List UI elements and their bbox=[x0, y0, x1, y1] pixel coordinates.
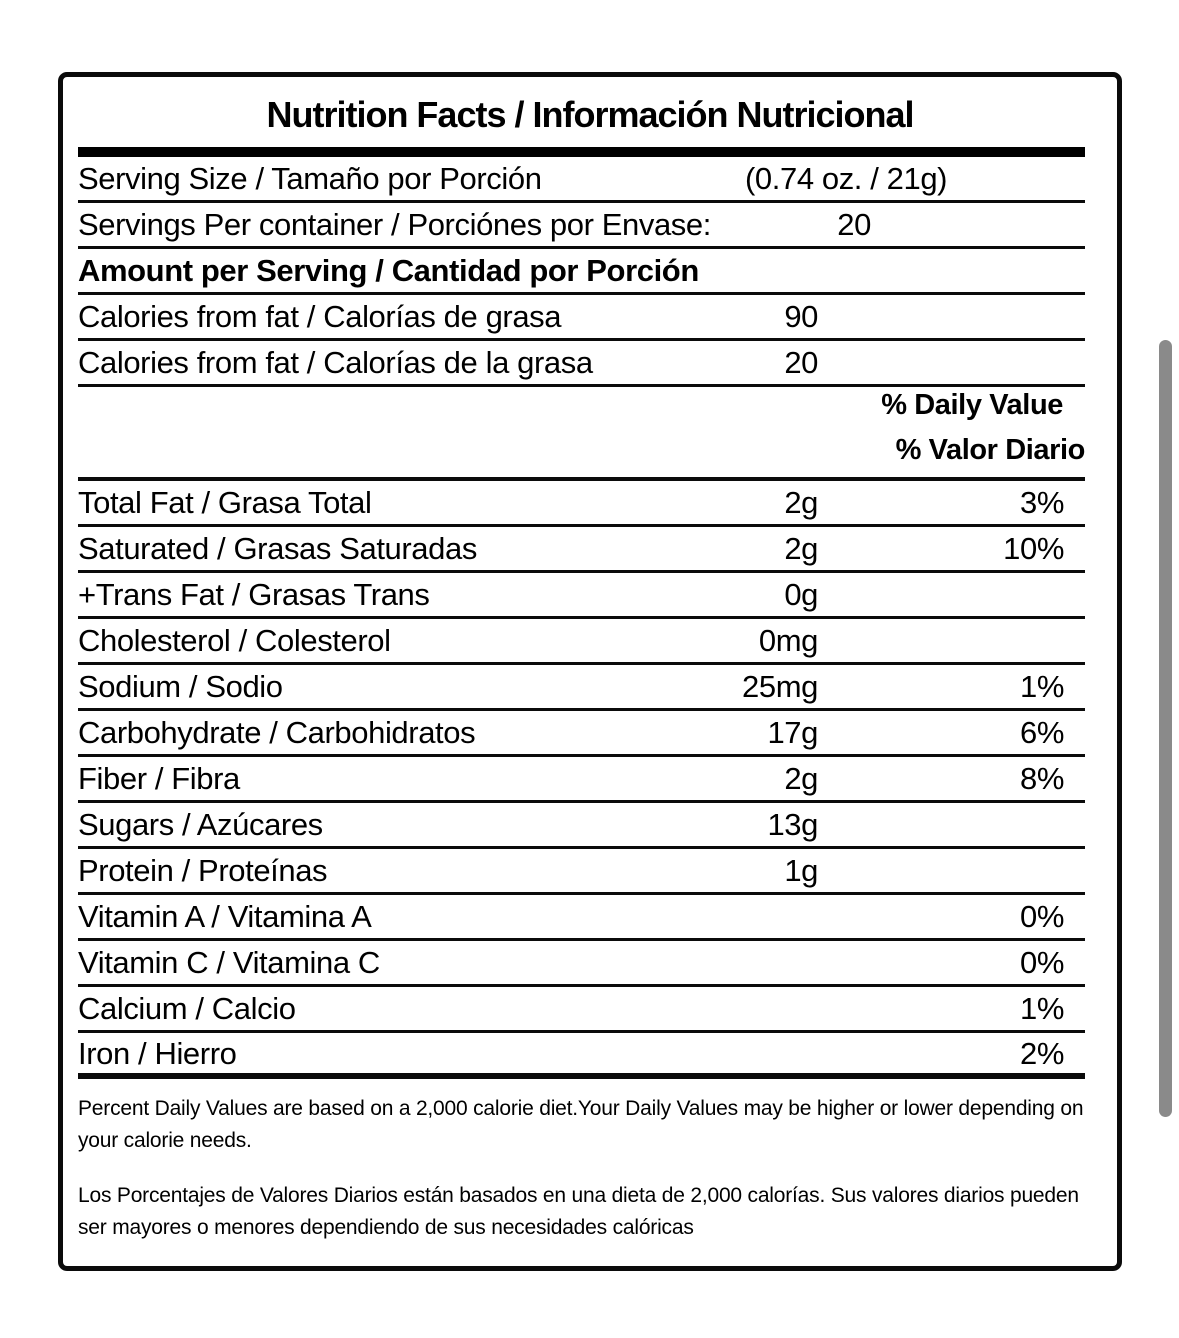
serving-size-value: (0.74 oz. / 21g) bbox=[745, 161, 948, 196]
nutrient-label: Calcium / Calcio bbox=[78, 991, 296, 1026]
nutrient-amount: 2g bbox=[784, 485, 818, 520]
nutrient-label: Vitamin A / Vitamina A bbox=[78, 899, 372, 934]
nutrient-label: +Trans Fat / Grasas Trans bbox=[78, 577, 430, 612]
calories-row bbox=[78, 341, 1085, 387]
nutrient-amount: 13g bbox=[767, 807, 818, 842]
nutrition-label bbox=[58, 72, 1122, 1271]
nutrient-label: Protein / Proteínas bbox=[78, 853, 328, 888]
nutrient-label: Sugars / Azúcares bbox=[78, 807, 323, 842]
servings-per-container-row bbox=[78, 203, 1085, 249]
nutrient-table bbox=[78, 481, 1085, 1079]
daily-value-header bbox=[78, 387, 1085, 481]
nutrient-label: Saturated / Grasas Saturadas bbox=[78, 531, 477, 566]
footnotes bbox=[78, 1093, 1085, 1243]
calories-row bbox=[78, 295, 1085, 341]
nutrient-row bbox=[78, 1033, 1085, 1079]
daily-value-header-en: % Daily Value bbox=[881, 389, 1063, 421]
amount-per-serving-label: Amount per Serving / Cantidad por Porción bbox=[78, 253, 699, 288]
nutrient-daily-value: 1% bbox=[1019, 991, 1064, 1026]
nutrient-daily-value: 10% bbox=[1003, 531, 1064, 566]
nutrient-row bbox=[78, 527, 1085, 573]
nutrient-label: Vitamin C / Vitamina C bbox=[78, 945, 380, 980]
nutrient-row bbox=[78, 711, 1085, 757]
calories-value: 20 bbox=[784, 345, 818, 380]
nutrient-daily-value: 0% bbox=[1019, 945, 1064, 980]
daily-value-header-es: % Valor Diario bbox=[895, 434, 1085, 466]
footnote-es: Los Porcentajes de Valores Diarios están basados en una dieta de 2,000 calorías. Sus valores diarios pueden ser mayores o menores dependiendo de sus necesidades calóricas bbox=[78, 1184, 1079, 1239]
nutrient-label: Sodium / Sodio bbox=[78, 669, 283, 704]
nutrient-daily-value: 3% bbox=[1019, 485, 1064, 520]
servings-per-container-value: 20 bbox=[837, 207, 871, 242]
servings-per-container-label: Servings Per container / Porciónes por Envase: bbox=[78, 207, 711, 242]
nutrient-row bbox=[78, 803, 1085, 849]
nutrient-label: Total Fat / Grasa Total bbox=[78, 485, 372, 520]
nutrient-row bbox=[78, 987, 1085, 1033]
nutrient-label: Fiber / Fibra bbox=[78, 761, 240, 796]
nutrient-amount: 0mg bbox=[758, 623, 818, 658]
nutrient-daily-value: 0% bbox=[1019, 899, 1064, 934]
nutrient-amount: 2g bbox=[784, 531, 818, 566]
nutrient-row bbox=[78, 849, 1085, 895]
serving-size-row bbox=[78, 157, 1085, 203]
nutrient-row bbox=[78, 619, 1085, 665]
amount-per-serving-row bbox=[78, 249, 1085, 295]
nutrient-amount: 1g bbox=[784, 853, 818, 888]
nutrient-daily-value: 8% bbox=[1019, 761, 1064, 796]
nutrient-row bbox=[78, 573, 1085, 619]
label-content bbox=[78, 147, 1085, 1243]
nutrient-row bbox=[78, 757, 1085, 803]
footnote-en: Percent Daily Values are based on a 2,000 calorie diet.Your Daily Values may be higher or lower depending on your calorie needs. bbox=[78, 1097, 1084, 1152]
nutrient-amount: 17g bbox=[767, 715, 818, 750]
nutrient-amount: 2g bbox=[784, 761, 818, 796]
calories-label: Calories from fat / Calorías de grasa bbox=[78, 299, 562, 334]
serving-size-label: Serving Size / Tamaño por Porción bbox=[78, 161, 542, 196]
nutrient-amount: 0g bbox=[784, 577, 818, 612]
calories-value: 90 bbox=[784, 299, 818, 334]
nutrient-row bbox=[78, 895, 1085, 941]
nutrient-label: Cholesterol / Colesterol bbox=[78, 623, 391, 658]
nutrient-label: Carbohydrate / Carbohidratos bbox=[78, 715, 476, 750]
title-divider-bar bbox=[78, 147, 1085, 157]
nutrient-row bbox=[78, 941, 1085, 987]
nutrient-daily-value: 6% bbox=[1019, 715, 1064, 750]
nutrient-daily-value: 1% bbox=[1019, 669, 1064, 704]
nutrient-daily-value: 2% bbox=[1019, 1035, 1064, 1071]
label-title: Nutrition Facts / Información Nutricional bbox=[266, 94, 914, 135]
nutrient-row bbox=[78, 665, 1085, 711]
nutrient-row bbox=[78, 481, 1085, 527]
scrollbar-thumb[interactable] bbox=[1159, 340, 1172, 1117]
nutrient-label: Iron / Hierro bbox=[78, 1035, 237, 1071]
nutrient-amount: 25mg bbox=[742, 669, 818, 704]
calories-label: Calories from fat / Calorías de la grasa bbox=[78, 345, 593, 380]
